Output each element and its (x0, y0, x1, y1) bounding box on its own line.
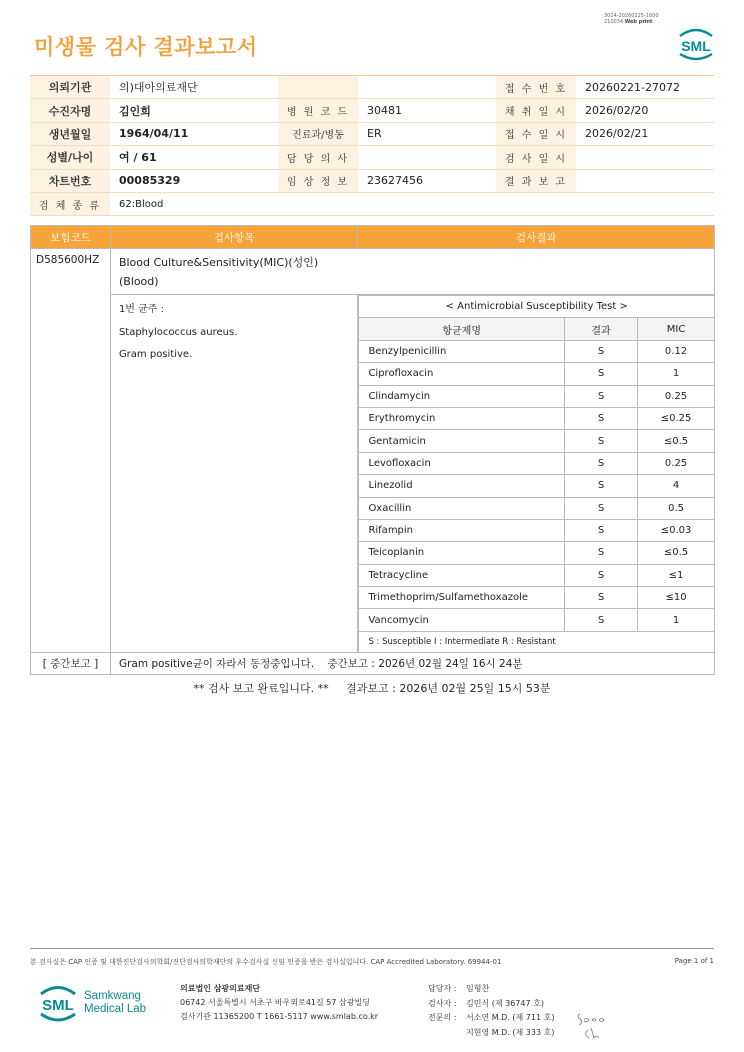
interim-row (31, 653, 715, 675)
sml-logo-icon (676, 26, 716, 62)
staff-role: 검사자 : (428, 998, 457, 1008)
ast-row (359, 340, 714, 362)
ast-drug: Teicoplanin (359, 542, 565, 564)
ast-result: S (564, 497, 637, 519)
cert-notice: 본 검사실은 CAP 인증 및 대한진단검사의학회/진단검사의학재단의 우수검사실 신임 인증을 받은 검사실입니다. CAP Accredited Laboratory. 69944-01 (30, 958, 502, 966)
org-name: 의료법인 삼광의료재단 (180, 984, 261, 993)
ast-mic: ≤0.5 (638, 430, 714, 452)
ast-mic: ≤0.25 (638, 407, 714, 429)
ast-drug: Rifampin (359, 519, 565, 541)
info-label: 담 당 의 사 (278, 146, 358, 168)
ast-result: S (564, 430, 637, 452)
ast-row (359, 564, 714, 586)
final-report-line: ** 검사 보고 완료입니다. ** 결과보고 : 2026년 02월 25일 15시 53분 (193, 682, 551, 695)
info-value: 20260221-27072 (585, 80, 680, 94)
signature-image (574, 1008, 610, 1042)
interim-label: [ 중간보고 ] (31, 653, 111, 675)
ast-result: S (564, 452, 637, 474)
info-value (358, 146, 496, 168)
ast-drug: Levofloxacin (359, 452, 565, 474)
specimen-value: 62:Blood (119, 198, 164, 210)
organism-info (110, 295, 358, 653)
info-value: 2026/02/20 (585, 104, 649, 118)
info-value: 김인희 (119, 104, 151, 118)
ast-mic: 1 (638, 363, 714, 385)
footer-logo (36, 982, 146, 1024)
info-label: 접 수 일 시 (496, 123, 576, 145)
results-table (30, 225, 715, 675)
info-row (30, 76, 714, 99)
ast-row (359, 452, 714, 474)
specimen-label: 검 체 종 류 (30, 193, 110, 215)
ast-drug: Gentamicin (359, 430, 565, 452)
info-row (30, 99, 714, 122)
test-code: D585600HZ (31, 249, 111, 653)
info-value: 의)대아의료재단 (119, 81, 198, 95)
info-value (576, 170, 714, 192)
test-row (31, 249, 715, 295)
organism-name: Staphylococcus aureus. (118, 326, 238, 338)
info-label: 생년월일 (30, 123, 110, 145)
gram-stain: Gram positive. (118, 349, 193, 360)
info-label: 수진자명 (30, 99, 110, 121)
org-address: 06742 서울특별시 서초구 바우뫼로41길 57 삼광빌딩 (180, 998, 370, 1007)
logo-text: SML (42, 997, 74, 1014)
print-info (604, 13, 659, 25)
info-label: 진료과/병동 (278, 123, 358, 145)
print-info-line2: 210034 (604, 19, 624, 25)
ast-mic: ≤10 (638, 587, 714, 609)
interim-text: Gram positive균이 자라서 동정중입니다. 중간보고 : 2026년 02월 24일 16시 24분 (110, 653, 714, 675)
ast-row (359, 519, 714, 541)
ast-result: S (564, 340, 637, 362)
ast-drug: Oxacillin (359, 497, 565, 519)
ast-row (359, 475, 714, 497)
ast-col-drug: 항균제명 (359, 318, 565, 340)
logo-text: SML (681, 38, 711, 54)
test-name-line1: Blood Culture&Sensitivity(MIC)(성인) (118, 256, 319, 269)
info-label: 검 사 일 시 (496, 146, 576, 168)
ast-legend: S : Susceptible I : Intermediate R : Resistant (359, 631, 714, 652)
col-item: 검사항목 (110, 226, 358, 249)
ast-drug: Linezolid (359, 475, 565, 497)
ast-mic: 4 (638, 475, 714, 497)
info-value (358, 76, 496, 98)
ast-row (359, 407, 714, 429)
info-value: 23627456 (367, 174, 423, 188)
brand-line1: Samkwang (84, 990, 141, 1002)
ast-row (359, 363, 714, 385)
organism-label: 1번 균주 : (118, 304, 165, 315)
info-label: 채 취 일 시 (496, 99, 576, 121)
test-name (110, 249, 714, 295)
ast-mic: 0.25 (638, 385, 714, 407)
ast-row (359, 587, 714, 609)
ast-drug: Benzylpenicillin (359, 340, 565, 362)
staff-role: 담당자 : (428, 984, 457, 993)
ast-drug: Tetracycline (359, 564, 565, 586)
staff-name: 서소연 M.D. (제 711 호) (466, 1013, 555, 1022)
ast-result: S (564, 363, 637, 385)
ast-row (359, 385, 714, 407)
results-header (31, 226, 715, 249)
ast-row (359, 609, 714, 631)
ast-row (359, 542, 714, 564)
print-label: Web print (624, 19, 653, 25)
ast-mic: ≤1 (638, 564, 714, 586)
info-label: 접 수 번 호 (496, 76, 576, 98)
ast-col-result: 결과 (564, 318, 637, 340)
ast-table (358, 295, 714, 652)
info-row (30, 170, 714, 193)
ast-result: S (564, 519, 637, 541)
info-value: 2026/02/21 (585, 127, 649, 141)
ast-drug: Ciprofloxacin (359, 363, 565, 385)
ast-title: < Antimicrobial Susceptibility Test > (359, 296, 714, 318)
ast-mic: ≤0.03 (638, 519, 714, 541)
info-row-specimen (30, 193, 714, 216)
staff-name: 임형찬 (466, 984, 490, 993)
sml-logo-icon (36, 982, 80, 1024)
info-row (30, 123, 714, 146)
info-label: 임 상 정 보 (278, 170, 358, 192)
info-label: 차트번호 (30, 170, 110, 192)
ast-result: S (564, 609, 637, 631)
ast-drug: Vancomycin (359, 609, 565, 631)
ast-row (359, 430, 714, 452)
ast-mic: 0.25 (638, 452, 714, 474)
col-code: 보험코드 (31, 226, 111, 249)
ast-row (359, 497, 714, 519)
page-number: Page 1 of 1 (674, 957, 714, 965)
ast-drug: Clindamycin (359, 385, 565, 407)
sml-logo (676, 26, 716, 66)
brand-line2: Medical Lab (84, 1003, 147, 1015)
ast-result: S (564, 475, 637, 497)
test-name-line2: (Blood) (118, 275, 159, 288)
info-value: ER (367, 127, 382, 141)
ast-mic: 0.5 (638, 497, 714, 519)
info-value: 1964/04/11 (119, 127, 189, 141)
staff-name: 지현영 M.D. (제 333 호) (466, 1027, 555, 1037)
organism-row (31, 295, 715, 653)
patient-info (30, 75, 714, 216)
ast-mic: ≤0.5 (638, 542, 714, 564)
ast-result: S (564, 407, 637, 429)
info-value (576, 146, 714, 168)
staff-role: 전문의 : (428, 1013, 457, 1022)
info-label: 결 과 보 고 (496, 170, 576, 192)
ast-drug: Trimethoprim/Sulfamethoxazole (359, 587, 565, 609)
ast-result: S (564, 542, 637, 564)
info-value: 30481 (367, 104, 402, 118)
info-value: 00085329 (119, 174, 181, 188)
info-label: 병 원 코 드 (278, 99, 358, 121)
staff-list (428, 982, 554, 1040)
info-label (278, 76, 358, 98)
col-result: 검사결과 (358, 226, 715, 249)
ast-col-mic: MIC (638, 318, 714, 340)
ast-mic: 1 (638, 609, 714, 631)
info-value: 여 / 61 (119, 151, 157, 165)
info-label: 의뢰기관 (30, 76, 110, 98)
report-title: 미생물 검사 결과보고서 (34, 35, 258, 59)
footer (30, 948, 714, 967)
info-row (30, 146, 714, 169)
ast-panel (358, 295, 715, 653)
ast-result: S (564, 587, 637, 609)
org-info (180, 982, 378, 1024)
ast-result: S (564, 385, 637, 407)
print-info-line1: 3014-20260225-1600 (604, 13, 659, 19)
info-label: 성별/나이 (30, 146, 110, 168)
ast-result: S (564, 564, 637, 586)
ast-drug: Erythromycin (359, 407, 565, 429)
org-contact: 검사기관 11365200 T 1661-5117 www.smlab.co.kr (180, 1012, 379, 1021)
ast-mic: 0.12 (638, 340, 714, 362)
staff-name: 김민식 (제 36747 호) (466, 998, 544, 1008)
